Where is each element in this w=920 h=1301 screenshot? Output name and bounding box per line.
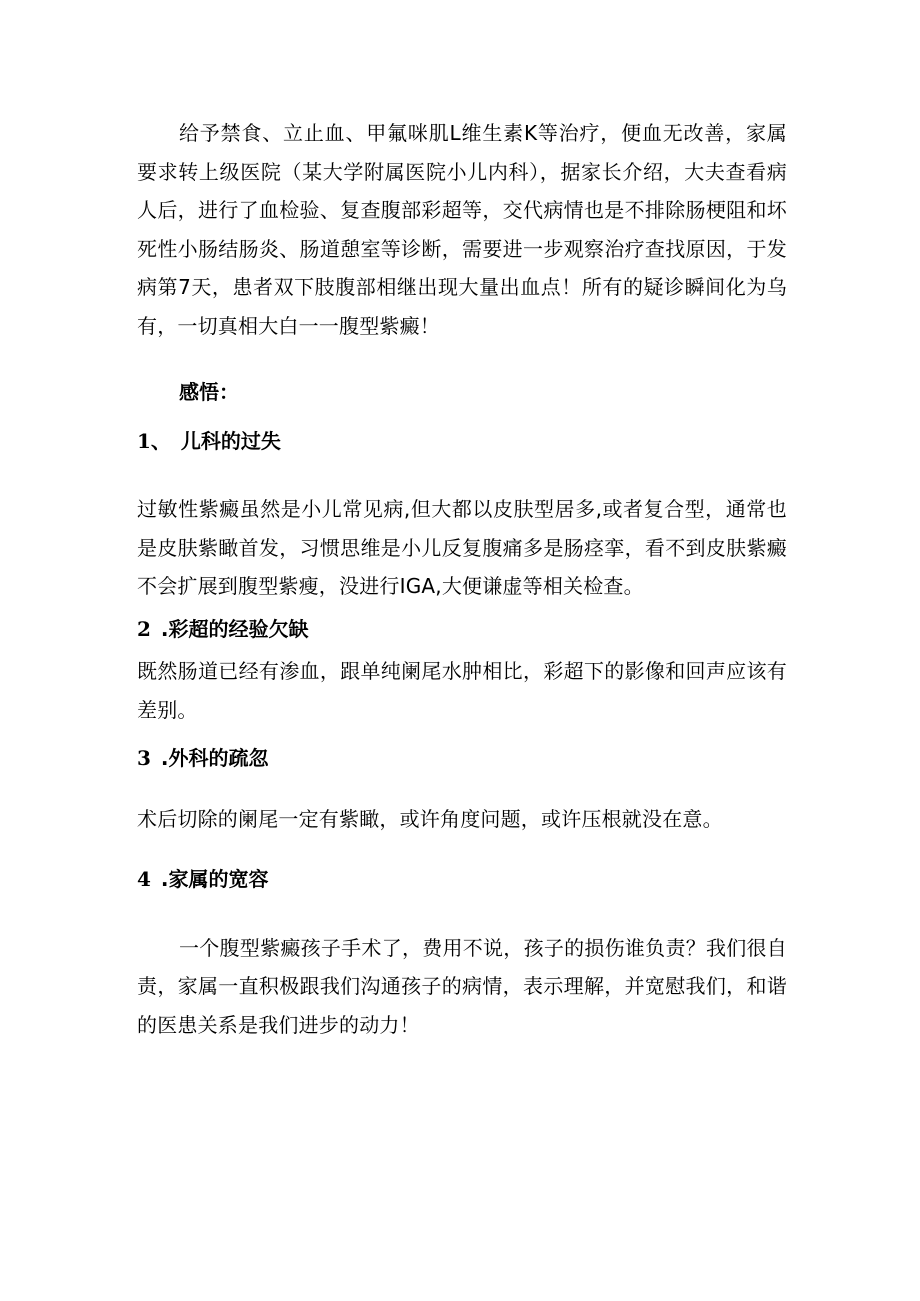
- section-number-3: 3: [137, 746, 151, 770]
- section-heading-2: [137, 610, 787, 649]
- section-body-3: 术后切除的阑尾一定有紫瞰，或许角度问题，或许压根就没在意。: [137, 806, 723, 831]
- section-body-2: 既然肠道已经有渗血，跟单纯阑尾水肿相比，彩超下的影像和回声应该有差别。: [137, 659, 787, 722]
- section-heading-4: [137, 860, 787, 899]
- section-heading-1: [137, 422, 787, 461]
- section-title-4: .家属的宽容: [160, 867, 269, 891]
- intro-paragraph: 给予禁食、立止血、甲氟咪肌L维生素K等治疗，便血无改善，家属要求转上级医院（某大学附属医院小儿内科），据家长介绍，大夫查看病人后，进行了血检验、复查腹部彩超等，交代病情也是不排除肠梗阻和坏死性小肠结肠炎、肠道憩室等诊断，需要进一步观察治疗查找原因，于发病第7天，患者双下肢腹部相继出现大量出血点！所有的疑诊瞬间化为乌有，一切真相大白一一腹型紫癜！: [137, 121, 787, 338]
- section-number-2: 2: [137, 616, 151, 641]
- document-body: [137, 114, 787, 1044]
- section-body-1: 过敏性紫癜虽然是小儿常见病,但大都以皮肤型居多,或者复合型，通常也是皮肤紫瞰首发，习惯思维是小儿反复腹痛多是肠痉挛，看不到皮肤紫癜不会扩展到腹型紫瘦，没进行IGA,大便谦虚等相关检查。: [137, 497, 787, 598]
- section-number-4: 4: [137, 867, 151, 891]
- section-number-1: 1、: [137, 428, 171, 453]
- section-heading-3: [137, 739, 787, 778]
- section-title-3: .外科的疏忽: [160, 746, 269, 770]
- section-title-2: .彩超的经验欠缺: [160, 616, 309, 641]
- reflection-label: 感悟：: [179, 380, 239, 404]
- section-title-1: 儿科的过失: [180, 428, 281, 453]
- section-body-4: 一个腹型紫癜孩子手术了，费用不说，孩子的损伤谁负责？我们很自责，家属一直积极跟我们沟通孩子的病情，表示理解，并宽慰我们，和谐的医患关系是我们进步的动力！: [137, 935, 787, 1037]
